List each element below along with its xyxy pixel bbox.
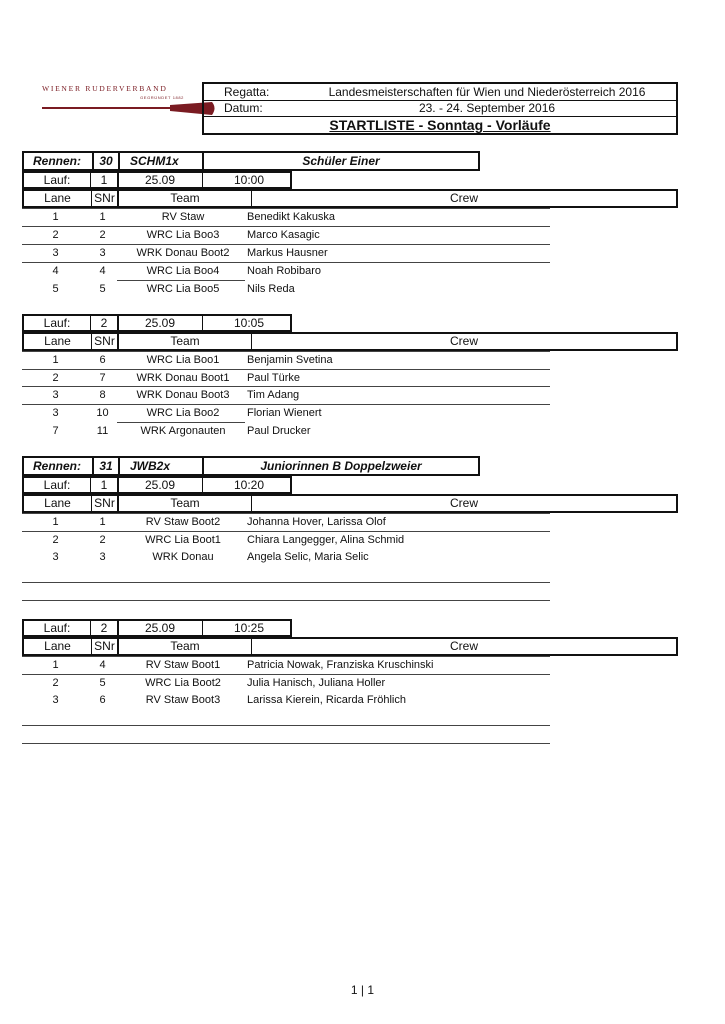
race-label: Rennen: xyxy=(33,459,81,473)
heat-number: 1 xyxy=(91,478,119,492)
entry-lane: 5 xyxy=(52,283,59,295)
race-label: Rennen: xyxy=(33,154,81,168)
col-lane: Lane xyxy=(24,191,92,206)
empty-row-line xyxy=(22,600,550,601)
race-code: SCHM1x xyxy=(118,153,204,169)
column-header xyxy=(22,189,678,208)
row-divider xyxy=(22,208,550,209)
row-divider xyxy=(22,386,550,387)
row-divider xyxy=(22,226,550,227)
row-divider xyxy=(22,369,550,370)
entry-snr: 4 xyxy=(99,659,106,671)
table-row xyxy=(22,262,550,280)
entry-snr: 6 xyxy=(99,694,106,706)
oar-icon xyxy=(42,102,217,116)
col-lane: Lane xyxy=(24,496,92,511)
race-name: Schüler Einer xyxy=(302,154,380,168)
entry-lane: 3 xyxy=(52,551,59,563)
table-row xyxy=(22,548,550,566)
row-divider xyxy=(117,422,245,423)
entry-lane: 1 xyxy=(52,211,59,223)
heat-date: 25.09 xyxy=(119,621,203,635)
entry-team: WRK Donau Boot2 xyxy=(136,247,230,259)
entry-snr: 10 xyxy=(96,407,109,419)
heat-number: 1 xyxy=(91,173,119,187)
col-crew: Crew xyxy=(449,639,478,653)
table-row xyxy=(22,422,550,440)
logo-subtitle: GEGRÜNDET 1882 xyxy=(140,95,184,100)
table-row xyxy=(22,351,550,369)
entry-lane: 3 xyxy=(52,694,59,706)
row-divider xyxy=(22,531,550,532)
heat-header xyxy=(22,314,292,332)
entry-snr: 3 xyxy=(99,247,106,259)
regatta-label: Regatta: xyxy=(224,85,270,99)
entry-lane: 1 xyxy=(52,354,59,366)
entry-team: RV Staw Boot3 xyxy=(145,694,221,706)
table-row xyxy=(22,531,550,549)
entry-crew: Nils Reda xyxy=(247,283,295,295)
heat-header xyxy=(22,476,292,494)
entry-crew: Florian Wienert xyxy=(247,407,322,419)
race-number: 30 xyxy=(92,153,120,169)
heat-label: Lauf: xyxy=(24,316,91,330)
entry-crew: Chiara Langegger, Alina Schmid xyxy=(247,534,405,546)
col-snr: SNr xyxy=(92,496,119,511)
empty-row-line xyxy=(22,743,550,744)
regatta-header xyxy=(202,82,678,135)
entry-lane: 3 xyxy=(52,247,59,259)
heat-number: 2 xyxy=(91,621,119,635)
row-divider xyxy=(22,513,550,514)
entry-snr: 8 xyxy=(99,389,106,401)
entry-team: WRK Donau Boot1 xyxy=(136,372,230,384)
entry-lane: 3 xyxy=(52,407,59,419)
heat-time: 10:25 xyxy=(234,621,265,635)
heat-date: 25.09 xyxy=(119,316,203,330)
entry-team: WRC Lia Boot1 xyxy=(145,534,221,546)
table-row xyxy=(22,513,550,531)
entry-lane: 2 xyxy=(52,372,59,384)
table-row xyxy=(22,674,550,692)
entry-crew: Noah Robibaro xyxy=(247,265,321,277)
heat-header xyxy=(22,619,292,637)
entry-snr: 5 xyxy=(99,677,106,689)
entry-crew: Paul Türke xyxy=(247,372,300,384)
entry-snr: 5 xyxy=(99,283,106,295)
col-crew: Crew xyxy=(449,334,478,348)
datum-row xyxy=(204,100,676,117)
row-divider xyxy=(117,280,245,281)
col-snr: SNr xyxy=(92,191,119,206)
row-divider xyxy=(22,262,550,263)
entry-snr: 1 xyxy=(99,211,106,223)
page-title: STARTLISTE - Sonntag - Vorläufe xyxy=(329,117,551,133)
table-row xyxy=(22,208,550,226)
entry-crew: Benedikt Kakuska xyxy=(247,211,336,223)
race-number: 31 xyxy=(92,458,120,474)
table-row xyxy=(22,369,550,387)
entry-crew: Angela Selic, Maria Selic xyxy=(247,551,369,563)
table-row xyxy=(22,280,550,298)
col-team: Team xyxy=(119,496,252,511)
heat-label: Lauf: xyxy=(24,478,91,492)
entry-lane: 4 xyxy=(52,265,59,277)
datum-label: Datum: xyxy=(224,101,263,115)
column-header xyxy=(22,494,678,513)
table-row xyxy=(22,656,550,674)
entry-team: RV Staw Boot1 xyxy=(145,659,221,671)
entry-team: WRK Donau Boot3 xyxy=(136,389,230,401)
entry-team: WRK Donau xyxy=(152,551,214,563)
heat-label: Lauf: xyxy=(24,621,91,635)
entry-crew: Patricia Nowak, Franziska Kruschinski xyxy=(247,659,434,671)
entry-team: WRC Lia Boo1 xyxy=(146,354,220,366)
heat-date: 25.09 xyxy=(119,478,203,492)
heat-date: 25.09 xyxy=(119,173,203,187)
heat-time: 10:00 xyxy=(234,173,265,187)
entry-crew: Larissa Kierein, Ricarda Fröhlich xyxy=(247,694,406,706)
row-divider xyxy=(22,674,550,675)
column-header xyxy=(22,332,678,351)
column-header xyxy=(22,637,678,656)
table-row xyxy=(22,404,550,422)
race-header xyxy=(22,456,480,476)
empty-row-line xyxy=(22,725,550,726)
regatta-value: Landesmeisterschaften für Wien und Niederösterreich 2016 xyxy=(328,85,646,99)
entry-lane: 1 xyxy=(52,659,59,671)
entry-team: RV Staw xyxy=(161,211,205,223)
entry-snr: 11 xyxy=(96,425,109,437)
entry-snr: 1 xyxy=(99,516,106,528)
logo xyxy=(42,84,190,126)
regatta-row xyxy=(204,84,676,101)
entry-team: WRC Lia Boot2 xyxy=(145,677,221,689)
entry-team: RV Staw Boot2 xyxy=(145,516,221,528)
col-team: Team xyxy=(119,639,252,654)
empty-row-line xyxy=(22,582,550,583)
entry-snr: 7 xyxy=(99,372,106,384)
entry-lane: 1 xyxy=(52,516,59,528)
table-row xyxy=(22,691,550,709)
entry-lane: 2 xyxy=(52,229,59,241)
race-name: Juniorinnen B Doppelzweier xyxy=(260,459,422,473)
heat-time: 10:20 xyxy=(234,478,265,492)
entry-team: WRK Argonauten xyxy=(140,425,226,437)
col-snr: SNr xyxy=(92,334,119,349)
datum-value: 23. - 24. September 2016 xyxy=(418,101,556,115)
col-team: Team xyxy=(119,334,252,349)
col-lane: Lane xyxy=(24,334,92,349)
entry-crew: Markus Hausner xyxy=(247,247,328,259)
entry-team: WRC Lia Boo4 xyxy=(146,265,220,277)
row-divider xyxy=(22,656,550,657)
entry-crew: Tim Adang xyxy=(247,389,300,401)
entry-lane: 2 xyxy=(52,534,59,546)
col-crew: Crew xyxy=(449,496,478,510)
entry-snr: 3 xyxy=(99,551,106,563)
table-row xyxy=(22,244,550,262)
entry-crew: Julia Hanisch, Juliana Holler xyxy=(247,677,386,689)
entry-lane: 2 xyxy=(52,677,59,689)
entry-crew: Marco Kasagic xyxy=(247,229,320,241)
col-crew: Crew xyxy=(449,191,478,205)
heat-label: Lauf: xyxy=(24,173,91,187)
entry-crew: Paul Drucker xyxy=(247,425,311,437)
heat-header xyxy=(22,171,292,189)
entry-crew: Benjamin Svetina xyxy=(247,354,333,366)
entry-lane: 7 xyxy=(52,425,59,437)
table-row xyxy=(22,226,550,244)
race-header xyxy=(22,151,480,171)
heat-number: 2 xyxy=(91,316,119,330)
row-divider xyxy=(22,404,550,405)
col-snr: SNr xyxy=(92,639,119,654)
entry-snr: 2 xyxy=(99,534,106,546)
entry-snr: 4 xyxy=(99,265,106,277)
entry-snr: 6 xyxy=(99,354,106,366)
heat-time: 10:05 xyxy=(234,316,265,330)
race-code: JWB2x xyxy=(118,458,204,474)
row-divider xyxy=(22,351,550,352)
table-row xyxy=(22,386,550,404)
entry-crew: Johanna Hover, Larissa Olof xyxy=(247,516,386,528)
col-lane: Lane xyxy=(24,639,92,654)
logo-title: WIENER RUDERVERBAND xyxy=(42,84,168,93)
page-number: 1 | 1 xyxy=(350,983,375,997)
entry-lane: 3 xyxy=(52,389,59,401)
entry-team: WRC Lia Boo3 xyxy=(146,229,220,241)
entry-team: WRC Lia Boo5 xyxy=(146,283,220,295)
col-team: Team xyxy=(119,191,252,206)
entry-team: WRC Lia Boo2 xyxy=(146,407,220,419)
row-divider xyxy=(22,244,550,245)
entry-snr: 2 xyxy=(99,229,106,241)
